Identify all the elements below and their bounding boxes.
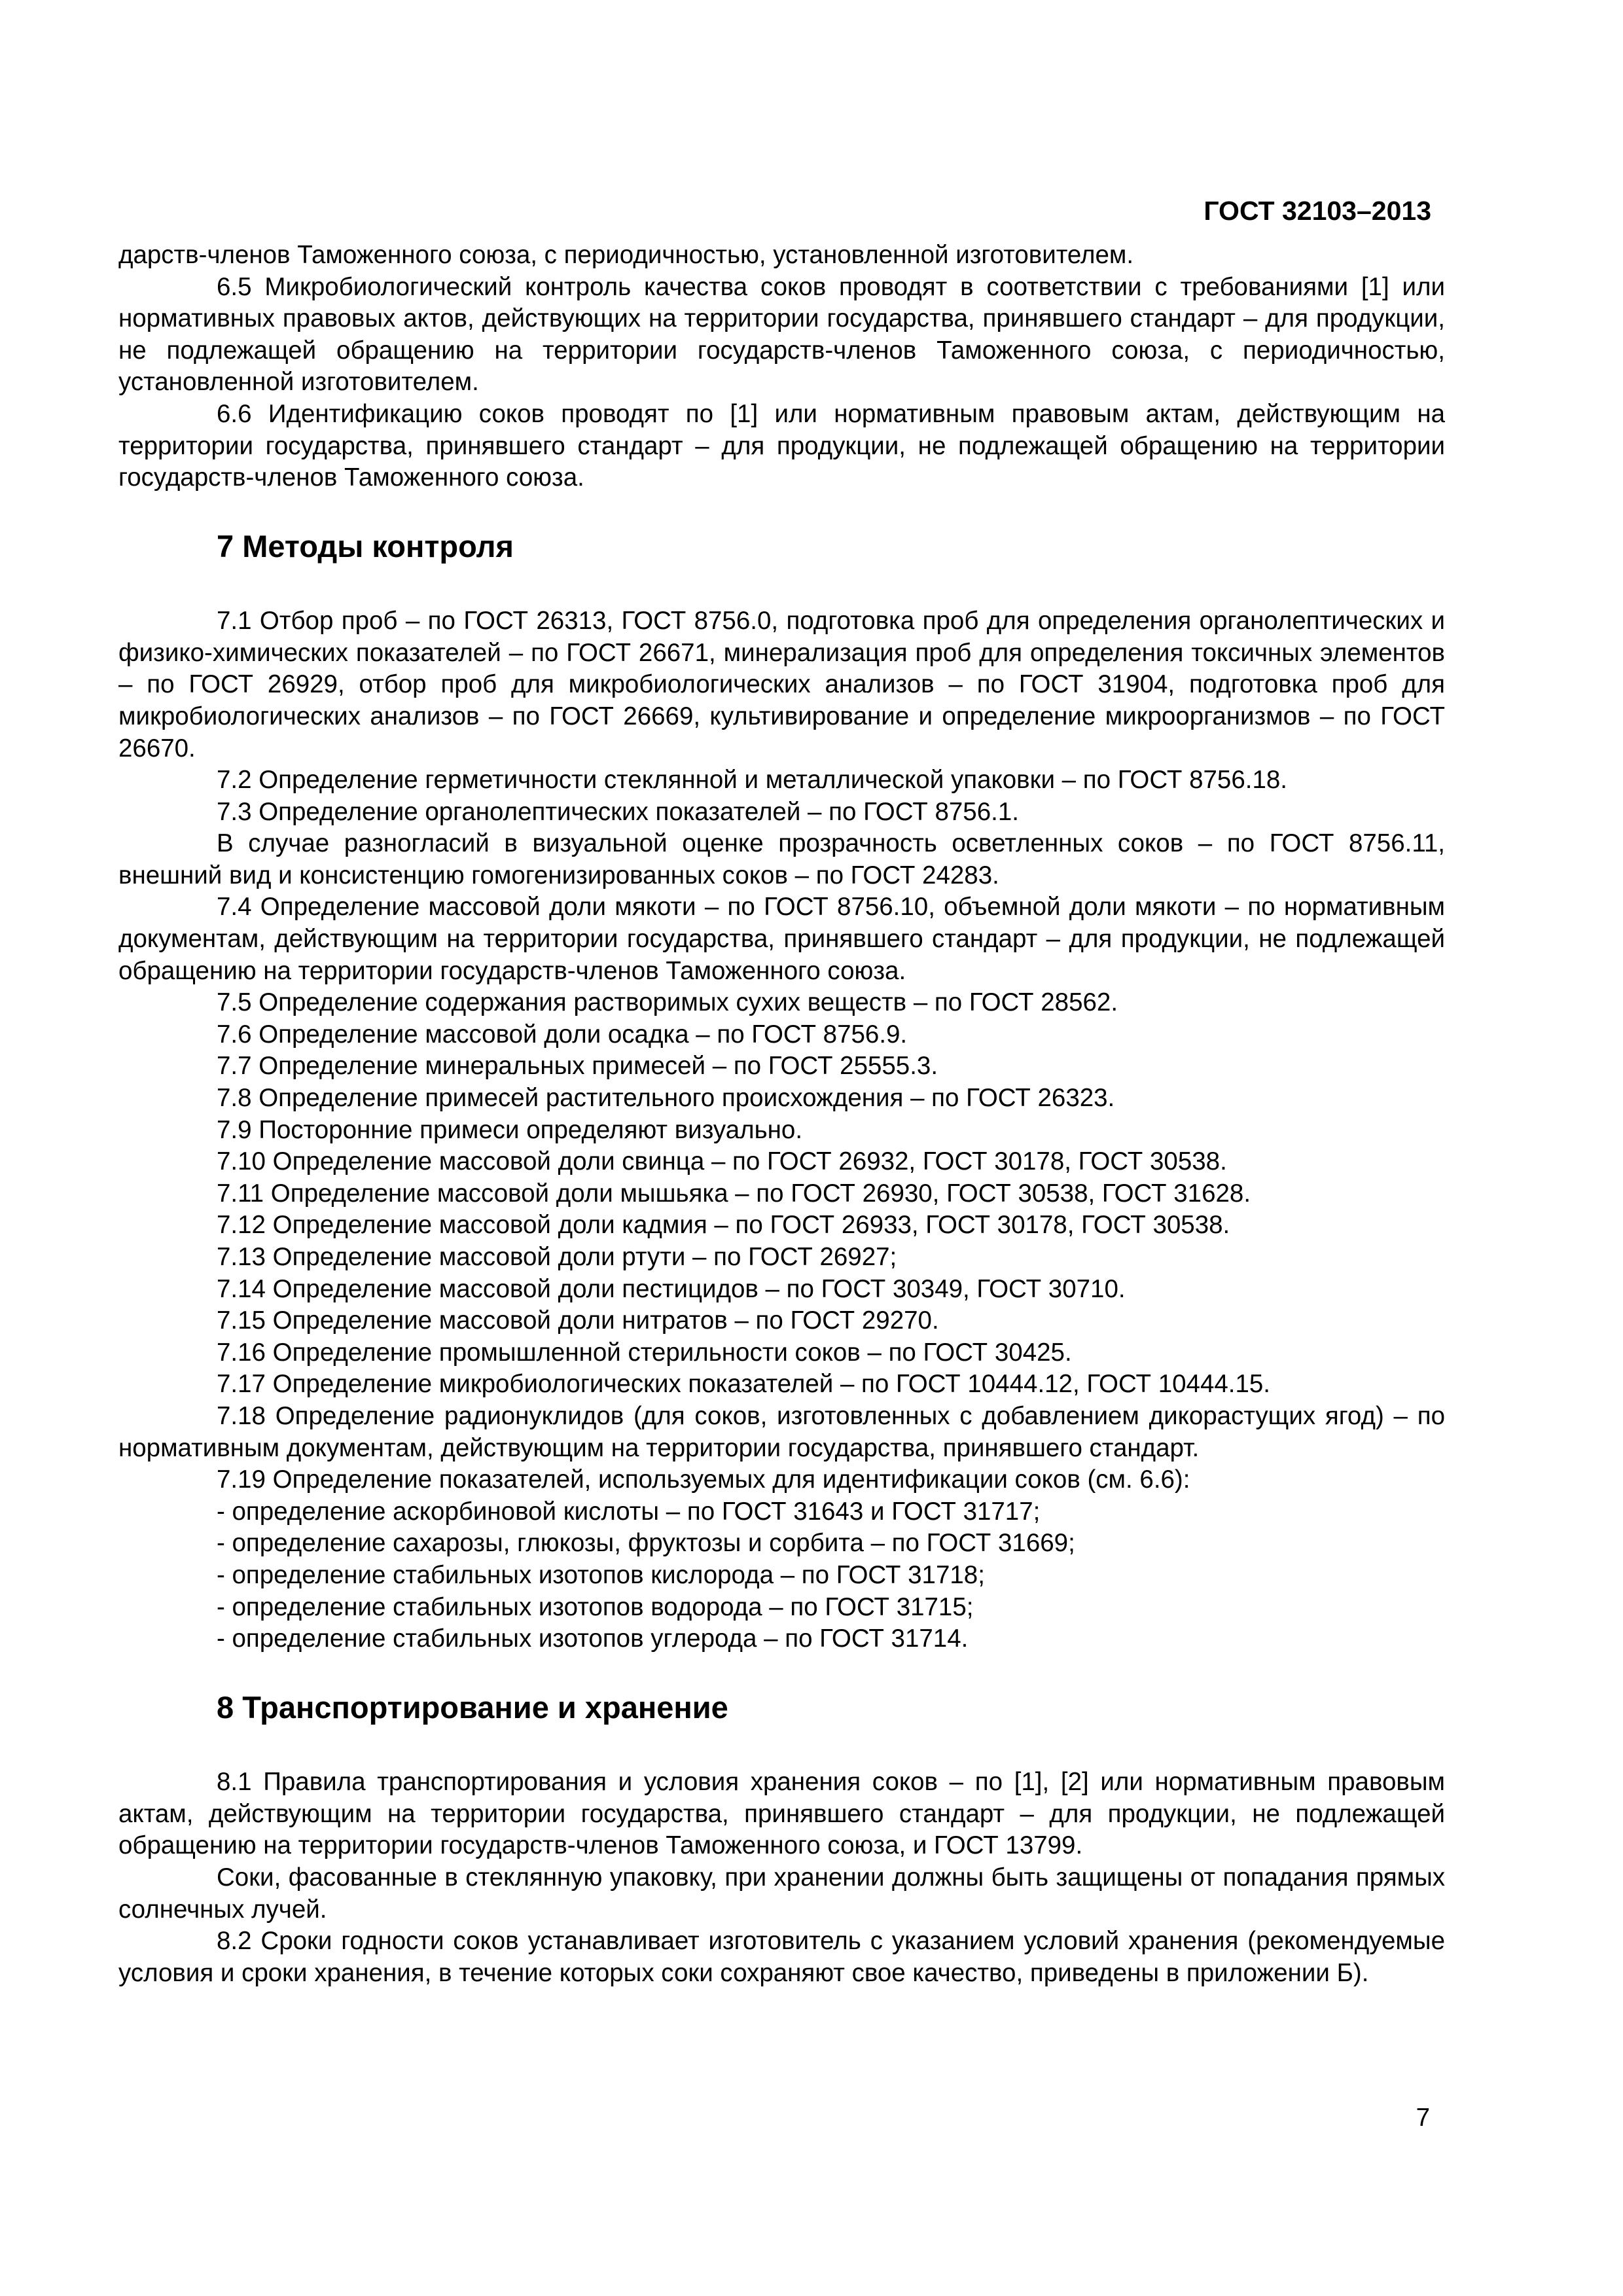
paragraph-7-18: 7.18 Определение радионуклидов (для соков, изготовленных с добавлением дикорастущих ягод) – по нормативным документам, действующим на территории государства, принявшего стандарт. bbox=[118, 1401, 1445, 1462]
paragraph-7-6: 7.6 Определение массовой доли осадка – по ГОСТ 8756.9. bbox=[217, 1020, 908, 1049]
list-item: - определение стабильных изотопов углерода – по ГОСТ 31714. bbox=[217, 1624, 969, 1653]
paragraph-8-1-note: Соки, фасованные в стеклянную упаковку, при хранении должны быть защищены от попадания прямых солнечных лучей. bbox=[118, 1863, 1445, 1924]
page-number: 7 bbox=[1416, 2104, 1430, 2132]
paragraph-7-17: 7.17 Определение микробиологических показателей – по ГОСТ 10444.12, ГОСТ 10444.15. bbox=[217, 1370, 1271, 1399]
paragraph-7-4: 7.4 Определение массовой доли мякоти – по ГОСТ 8756.10, объемной доли мякоти – по нормативным документам, действующим на территории государства, принявшего стандарт – для продукции, не подлежащей обращению на территории государств-членов Таможенного союза. bbox=[118, 893, 1445, 985]
paragraph-7-3: 7.3 Определение органолептических показателей – по ГОСТ 8756.1. bbox=[217, 797, 1019, 826]
paragraph-7-15: 7.15 Определение массовой доли нитратов – по ГОСТ 29270. bbox=[217, 1306, 939, 1335]
section6-continuation: дарств-членов Таможенного союза, с периодичностью, установленной изготовителем. bbox=[118, 241, 1134, 269]
list-item: - определение сахарозы, глюкозы, фруктозы и сорбита – по ГОСТ 31669; bbox=[217, 1529, 1075, 1558]
paragraph-7-8: 7.8 Определение примесей растительного происхождения – по ГОСТ 26323. bbox=[217, 1084, 1115, 1113]
document-code-header: ГОСТ 32103–2013 bbox=[1204, 196, 1431, 226]
list-item: - определение стабильных изотопов водорода – по ГОСТ 31715; bbox=[217, 1592, 974, 1621]
paragraph-7-7: 7.7 Определение минеральных примесей – по ГОСТ 25555.3. bbox=[217, 1052, 938, 1081]
paragraph-7-14: 7.14 Определение массовой доли пестицидов – по ГОСТ 30349, ГОСТ 30710. bbox=[217, 1274, 1126, 1303]
document-body bbox=[118, 240, 1445, 1989]
paragraph-7-11: 7.11 Определение массовой доли мышьяка – по ГОСТ 26930, ГОСТ 30538, ГОСТ 31628. bbox=[217, 1179, 1251, 1208]
paragraph-6-6: 6.6 Идентификацию соков проводят по [1] или нормативным правовым актам, действующим на территории государства, принявшего стандарт – для продукции, не подлежащей обращению на территории государств-членов Таможенного союза. bbox=[118, 399, 1445, 492]
paragraph-7-19: 7.19 Определение показателей, используемых для идентификации соков (см. 6.6): bbox=[217, 1465, 1190, 1494]
paragraph-8-2: 8.2 Сроки годности соков устанавливает изготовитель с указанием условий хранения (рекомендуемые условия и сроки хранения, в течение которых соки сохраняют свое качество, приведены в приложении Б). bbox=[118, 1927, 1445, 1987]
paragraph-7-9: 7.9 Посторонние примеси определяют визуально. bbox=[217, 1115, 803, 1144]
paragraph-6-5: 6.5 Микробиологический контроль качества соков проводят в соответствии с требованиями [1] или нормативных правовых актов, действующих на территории государства, принявшего стандарт – для продукции, не подлежащей обращению на территории государств-членов Таможенного союза, с периодичностью, установленной изготовителем. bbox=[118, 272, 1445, 397]
paragraph-7-13: 7.13 Определение массовой доли ртути – по ГОСТ 26927; bbox=[217, 1243, 897, 1272]
paragraph-7-1: 7.1 Отбор проб – по ГОСТ 26313, ГОСТ 8756.0, подготовка проб для определения органолептических и физико-химических показателей – по ГОСТ 26671, минерализация проб для определения токсичных элементов – по ГОСТ 26929, отбор проб для микробиологических анализов – по ГОСТ 31904, подготовка проб для микробиологических анализов – по ГОСТ 26669, культивирование и определение микроорганизмов – по ГОСТ 26670. bbox=[118, 607, 1445, 762]
paragraph-7-3-note: В случае разногласий в визуальной оценке прозрачность осветленных соков – по ГОСТ 8756.11, внешний вид и консистенцию гомогенизированных соков – по ГОСТ 24283. bbox=[118, 829, 1445, 889]
section-8-heading: 8 Транспортирование и хранение bbox=[217, 1689, 728, 1725]
paragraph-7-2: 7.2 Определение герметичности стеклянной и металлической упаковки – по ГОСТ 8756.18. bbox=[217, 766, 1287, 795]
paragraph-7-16: 7.16 Определение промышленной стерильности соков – по ГОСТ 30425. bbox=[217, 1338, 1072, 1367]
paragraph-7-12: 7.12 Определение массовой доли кадмия – по ГОСТ 26933, ГОСТ 30178, ГОСТ 30538. bbox=[217, 1211, 1230, 1240]
paragraph-7-10: 7.10 Определение массовой доли свинца – по ГОСТ 26932, ГОСТ 30178, ГОСТ 30538. bbox=[217, 1147, 1227, 1176]
list-item: - определение стабильных изотопов кислорода – по ГОСТ 31718; bbox=[217, 1560, 985, 1589]
paragraph-7-5: 7.5 Определение содержания растворимых сухих веществ – по ГОСТ 28562. bbox=[217, 988, 1118, 1017]
list-item: - определение аскорбиновой кислоты – по ГОСТ 31643 и ГОСТ 31717; bbox=[217, 1497, 1041, 1526]
section-7-heading: 7 Методы контроля bbox=[217, 528, 514, 564]
paragraph-8-1: 8.1 Правила транспортирования и условия хранения соков – по [1], [2] или нормативным правовым актам, действующим на территории государства, принявшего стандарт – для продукции, не подлежащей обращению на территории государств-членов Таможенного союза, и ГОСТ 13799. bbox=[118, 1768, 1445, 1860]
